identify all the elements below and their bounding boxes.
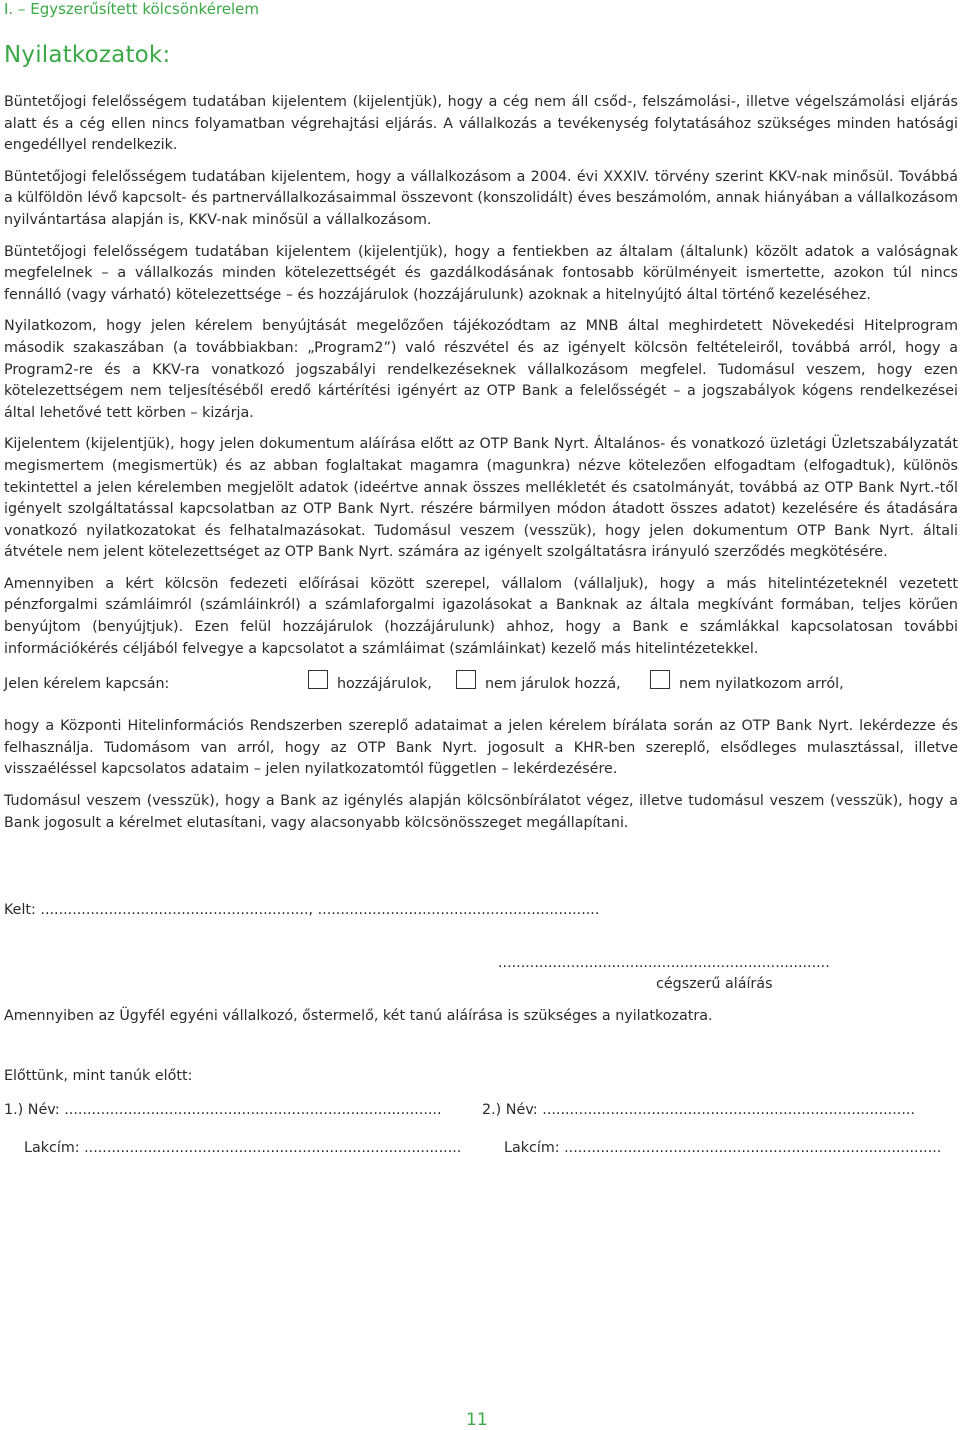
consent-yes-label: hozzájárulok, — [337, 676, 432, 693]
signature-label: cégszerű aláírás — [656, 976, 773, 992]
witness2-name-field[interactable]: 2.) Név: .................................................................................. — [482, 1102, 915, 1118]
paragraph-4: Nyilatkozom, hogy jelen kérelem benyújtását megelőzően tájékozódtam az MNB által meghirdetett Növekedési Hitelprogram második szakaszában (a továbbiakban: „Program2”) való részvétel és az igényelt kölcsön feltételeiről, továbbá arról, hogy a Program2-re és a KKV-ra vonatkozó jogszabályi rendelkezéseknek vállalkozásom megfelel. Tudomásul veszem, hogy ezen kötelezettségem nem teljesítéséből eredő kártérítési igényért az OTP Bank a felelősségét – a jogszabályok kógens rendelkezései által lehetővé tett körben – kizárja. — [4, 318, 958, 421]
page-title: Nyilatkozatok: — [4, 42, 171, 68]
declarations-body — [4, 92, 958, 844]
section-label: I. – Egyszerűsített kölcsönkérelem — [4, 0, 260, 18]
paragraph-6: Amennyiben a kért kölcsön fedezeti előírásai között szerepel, vállalom (vállaljuk), hogy a más hitelintézeteknél vezetett pénzforgalmi számláimról (számláinkról) a számlaforgalmi igazolásokat a Banknak az általa megkívánt formában, teljes körűen benyújtom (benyújtjuk). Ezen felül hozzájárulok (hozzájárulunk) ahhoz, hogy a Bank e számlákkal kapcsolatosan további információkérés céljából felvegye a kapcsolatot a számláimat (számláinkat) kezelő más hitelintézetekkel. — [4, 575, 958, 657]
consent-none-checkbox[interactable] — [650, 670, 670, 689]
date-place-field[interactable]: Kelt: ..........................................................., .............................................................. — [4, 902, 600, 918]
witness-note: Amennyiben az Ügyfél egyéni vállalkozó, őstermelő, két tanú aláírása is szükséges a nyilatkozatra. — [4, 1008, 713, 1024]
witness2-address-field[interactable]: Lakcím: ................................................................................... — [504, 1140, 942, 1156]
consent-yes-checkbox[interactable] — [308, 670, 328, 689]
witness-heading: Előttünk, mint tanúk előtt: — [4, 1068, 193, 1084]
paragraph-2: Büntetőjogi felelősségem tudatában kijelentem, hogy a vállalkozásom a 2004. évi XXXIV. törvény szerint KKV-nak minősül. Továbbá a külföldön lévő kapcsolt- és partnervállalkozásaimmal összevont (konszolidált) éves beszámolóm, annak hiányában a vállalkozásom nyilvántartása alapján is, KKV-nak minősül a vállalkozásom. — [4, 168, 958, 228]
paragraph-3: Büntetőjogi felelősségem tudatában kijelentem (kijelentjük), hogy a fentiekben az általam (általunk) közölt adatok a valóságnak megfelelnek – a vállalkozás minden kötelezettségét és gazdálkodásának fontosabb körülményeit ismertette, azokon túl nincs fennálló (vagy várható) kötelezettsége – és hozzájárulok (hozzájárulunk) azoknak a hitelnyújtó által történő kezeléséhez. — [4, 243, 958, 303]
paragraph-5: Kijelentem (kijelentjük), hogy jelen dokumentum aláírása előtt az OTP Bank Nyrt. Általános- és vonatkozó üzletági Üzletszabályzatát megismertem (megismertük) és az abban foglaltakat magamra (magunkra) nézve kötelezően elfogadtam (elfogadtuk), különös tekintettel a jelen kérelemben megjelölt adatok (ideértve annak összes mellékletét és csatolmányát, továbbá az OTP Bank Nyrt.-től igényelt szolgáltatással kapcsolatban az OTP Bank Nyrt. részére bármilyen módon átadott összes adatot) kezelésére és átadására vonatkozó nyilatkozatokat és felhatalmazásokat. Tudomásul veszem (vesszük), hogy jelen dokumentum OTP Bank Nyrt. általi átvétele nem jelent kötelezettséget az OTP Bank Nyrt. számára az igényelt szolgáltatásra irányuló szerződés megkötésére. — [4, 436, 958, 561]
consent-no-label: nem járulok hozzá, — [485, 676, 621, 693]
page-number: 11 — [466, 1410, 488, 1430]
witness1-address-field[interactable]: Lakcím: ................................................................................... — [24, 1140, 462, 1156]
paragraph-8: Tudomásul veszem (vesszük), hogy a Bank az igénylés alapján kölcsönbírálatot végez, illetve tudomásul veszem (vesszük), hogy a Bank jogosult a kérelmet elutasítani, vagy alacsonyabb kölcsönösszeget megállapítani. — [4, 793, 958, 831]
consent-none-label: nem nyilatkozom arról, — [679, 676, 844, 693]
witness1-name-field[interactable]: 1.) Név: ................................................................................... — [4, 1102, 442, 1118]
consent-lead: Jelen kérelem kapcsán: — [4, 676, 170, 693]
paragraph-7: hogy a Központi Hitelinformációs Rendszerben szereplő adataimat a jelen kérelem bírálata során az OTP Bank Nyrt. lekérdezze és felhasználja. Tudomásom van arról, hogy az OTP Bank Nyrt. jogosult a KHR-ben szereplő, elsődleges mulasztással, illetve visszaéléssel kapcsolatos adataim – jelen nyilatkozatomtól független – lekérdezésére. — [4, 718, 958, 778]
khr-consent-row — [4, 670, 958, 716]
paragraph-1: Büntetőjogi felelősségem tudatában kijelentem (kijelentjük), hogy a cég nem áll csőd-, felszámolási-, illetve végelszámolási eljárás alatt és a cég ellen nincs folyamatban végrehajtási eljárás. A vállalkozás a tevékenység folytatásához szükséges minden hatósági engedéllyel rendelkezik. — [4, 94, 958, 154]
signature-line[interactable]: ......................................................................... — [498, 955, 830, 971]
consent-no-checkbox[interactable] — [456, 670, 476, 689]
